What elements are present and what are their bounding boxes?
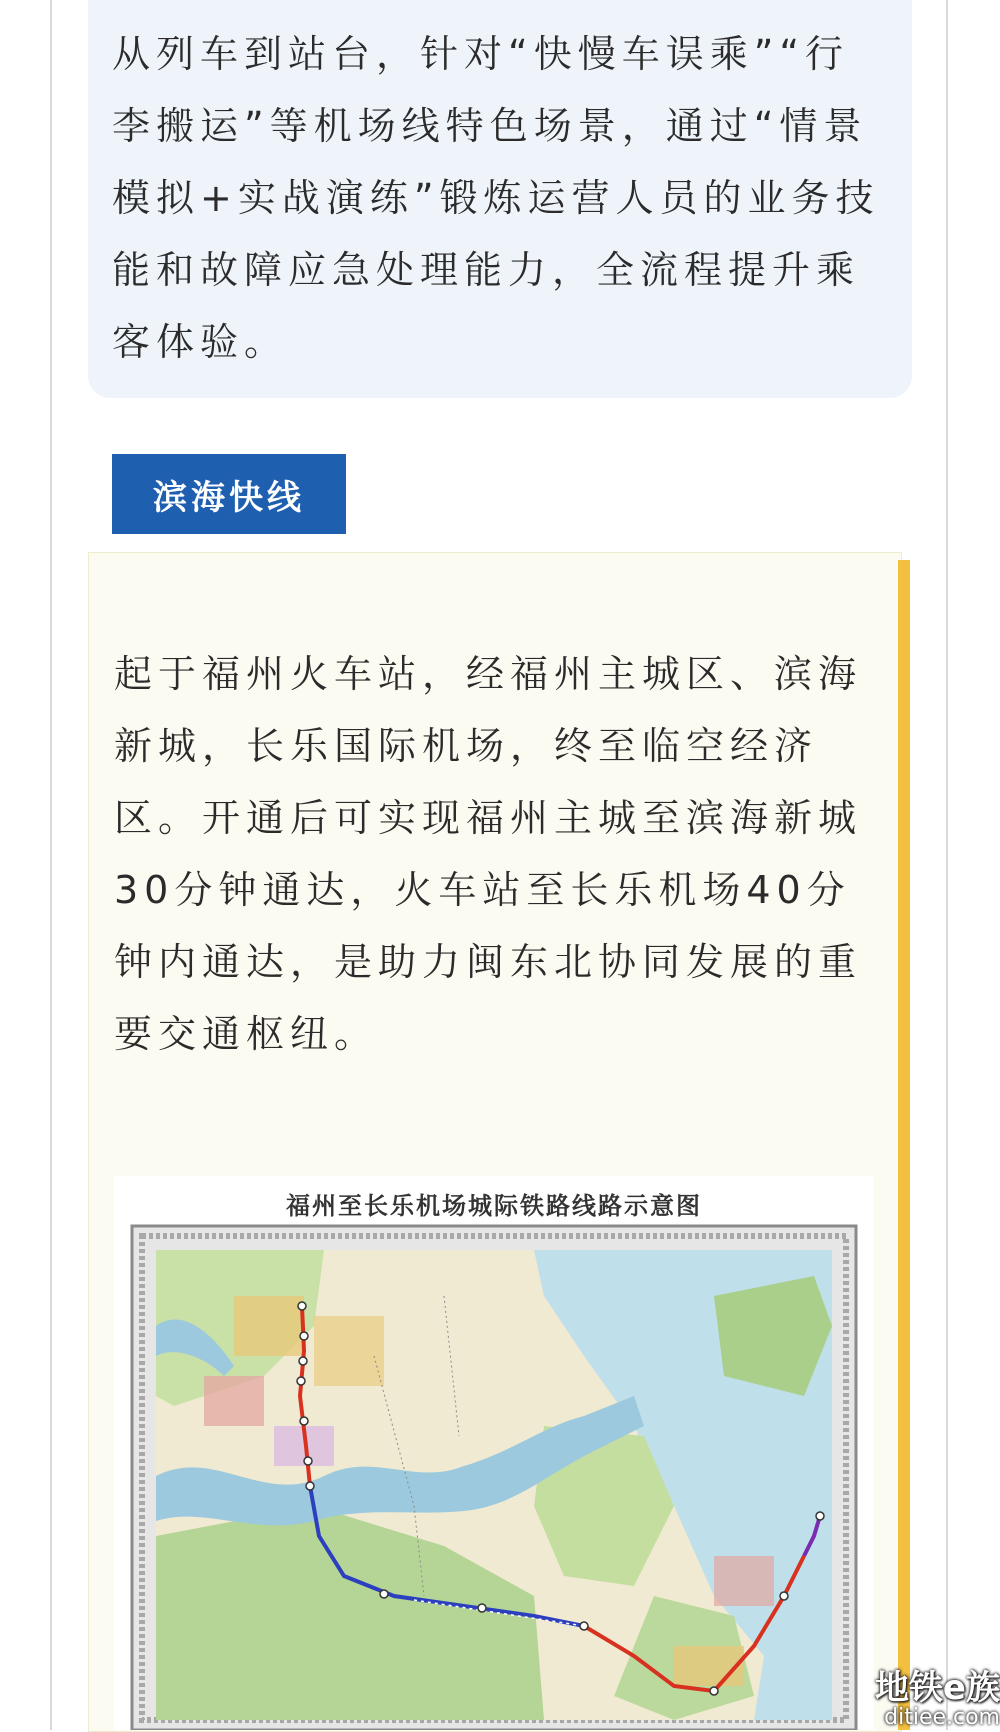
- route-map-panel: [114, 1176, 874, 1730]
- section-tag-binhai-express: 滨海快线: [112, 454, 346, 534]
- detail-accent-bar: [898, 560, 910, 1730]
- right-frame-line: [946, 0, 948, 1730]
- watermark-site: ditiee.com: [884, 1705, 1000, 1730]
- left-frame-line: [50, 0, 52, 1730]
- route-map-image: [114, 1176, 874, 1730]
- watermark-brand: 地铁e族: [874, 1668, 1000, 1708]
- watermark: [830, 1660, 1000, 1730]
- route-map-title: 福州至长乐机场城际铁路线路示意图: [286, 1192, 702, 1220]
- detail-paragraph: 起于福州火车站，经福州主城区、滨海新城，长乐国际机场，终至临空经济区。开通后可实现福州主城至滨海新城30分钟通达，火车站至长乐机场40分钟内通达，是助力闽东北协同发展的重要交通枢纽。: [114, 652, 863, 1056]
- intro-paragraph: 从列车到站台，针对“快慢车误乘”“行李搬运”等机场线特色场景，通过“情景模拟+实战演练”锻炼运营人员的业务技能和故障应急处理能力，全流程提升乘客体验。: [112, 32, 880, 364]
